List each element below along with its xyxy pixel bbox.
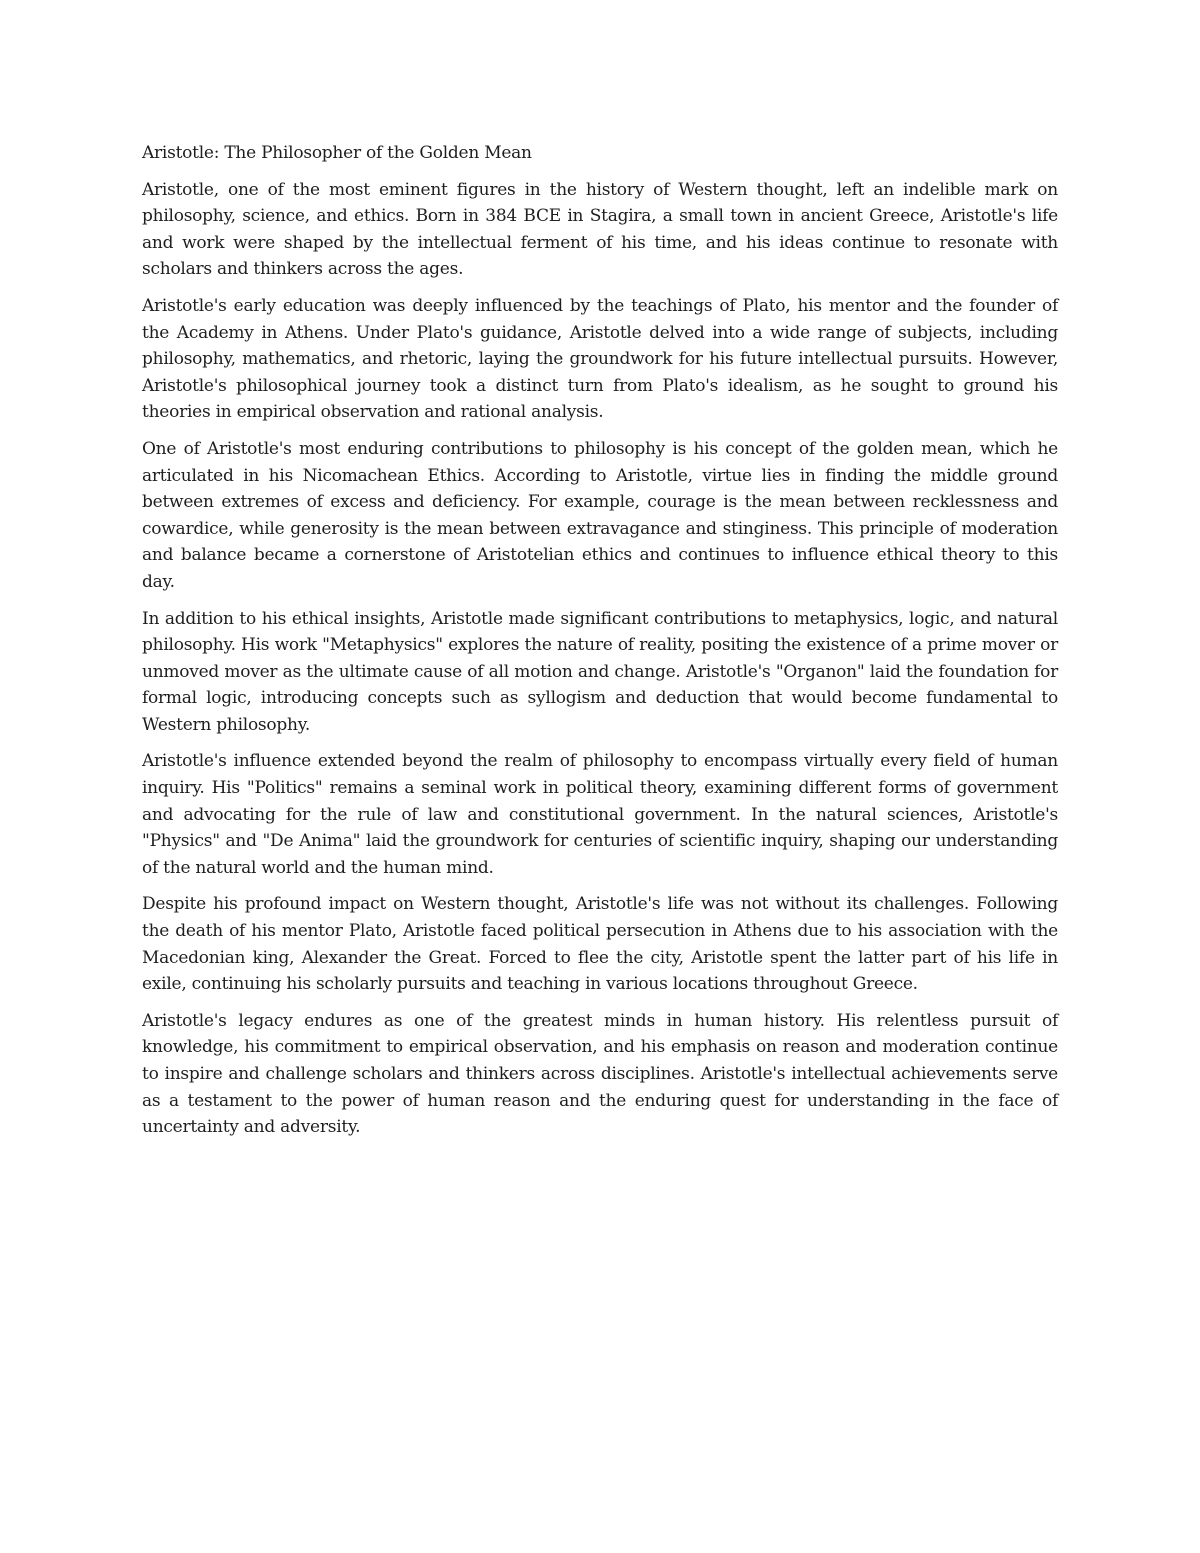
paragraph-influence: Aristotle's influence extended beyond the realm of philosophy to encompass virtually every field of human inquiry. His "Politics" remains a seminal work in political theory, examining different forms of government and advocating for the rule of law and constitutional government. In the natural sciences, Aristotle's "Physics" and "De Anima" laid the groundwork for centuries of scientific inquiry, shaping our understanding of the natural world and the human mind. [142,751,1058,878]
paragraph-golden-mean: One of Aristotle's most enduring contributions to philosophy is his concept of the golden mean, which he articulated in his Nicomachean Ethics. According to Aristotle, virtue lies in finding the middle ground between extremes of excess and deficiency. For example, courage is the mean between recklessness and cowardice, while generosity is the mean between extravagance and stinginess. This principle of moderation and balance became a cornerstone of Aristotelian ethics and continues to influence ethical theory to this day. [142,438,1058,592]
paragraph-intro: Aristotle, one of the most eminent figures in the history of Western thought, left an indelible mark on philosophy, science, and ethics. Born in 384 BCE in Stagira, a small town in ancient Greece, Aristotle's life and work were shaped by the intellectual ferment of his time, and his ideas continue to resonate with scholars and thinkers across the ages. [142,179,1058,280]
paragraph-challenges: Despite his profound impact on Western thought, Aristotle's life was not without its challenges. Following the death of his mentor Plato, Aristotle faced political persecution in Athens due to his association with the Macedonian king, Alexander the Great. Forced to flee the city, Aristotle spent the latter part of his life in exile, continuing his scholarly pursuits and teaching in various locations throughout Greece. [142,894,1058,995]
document-title: Aristotle: The Philosopher of the Golden Mean [142,143,532,163]
paragraph-metaphysics-logic: In addition to his ethical insights, Aristotle made significant contributions to metaphysics, logic, and natural philosophy. His work "Metaphysics" explores the nature of reality, positing the existence of a prime mover or unmoved mover as the ultimate cause of all motion and change. Aristotle's "Organon" laid the foundation for formal logic, introducing concepts such as syllogism and deduction that would become fundamental to Western philosophy. [142,608,1058,735]
document-page [142,140,1058,1151]
paragraph-legacy: Aristotle's legacy endures as one of the greatest minds in human history. His relentless pursuit of knowledge, his commitment to empirical observation, and his emphasis on reason and moderation continue to inspire and challenge scholars and thinkers across disciplines. Aristotle's intellectual achievements serve as a testament to the power of human reason and the enduring quest for understanding in the face of uncertainty and adversity. [142,1010,1058,1138]
paragraph-early-education: Aristotle's early education was deeply influenced by the teachings of Plato, his mentor and the founder of the Academy in Athens. Under Plato's guidance, Aristotle delved into a wide range of subjects, including philosophy, mathematics, and rhetoric, laying the groundwork for his future intellectual pursuits. However, Aristotle's philosophical journey took a distinct turn from Plato's idealism, as he sought to ground his theories in empirical observation and rational analysis. [142,295,1058,423]
